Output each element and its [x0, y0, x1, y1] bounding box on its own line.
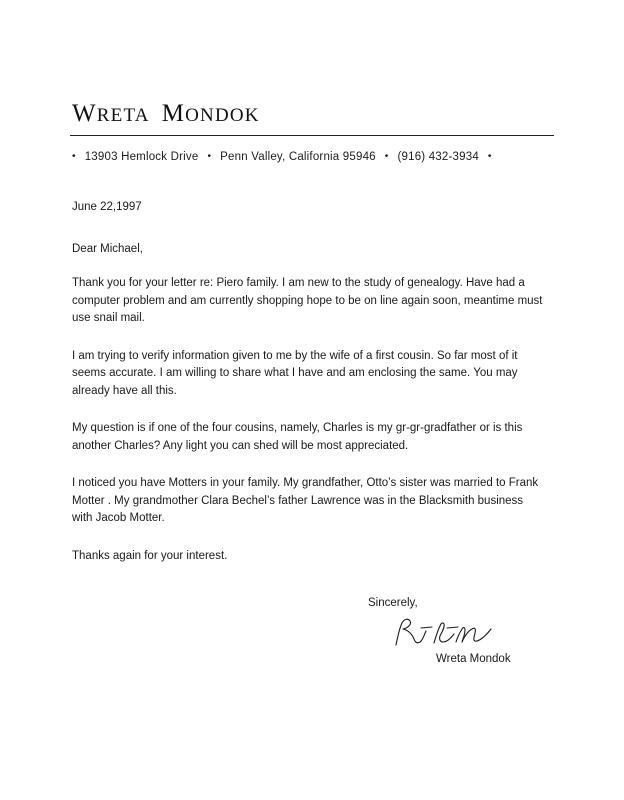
bullet-icon: •: [72, 151, 76, 162]
letterhead-divider: [70, 135, 554, 136]
bullet-icon: •: [487, 151, 492, 162]
letter-paragraph: I noticed you have Motters in your family. My grandfather, Otto’s sister was married to Frank Motter . My grandmother Clara Bechel’s father Lawrence was in the Blacksmith business with Jacob Motter.: [72, 477, 539, 524]
letter-closing: Sincerely,: [368, 597, 418, 609]
letter-salutation: Dear Michael,: [72, 243, 143, 255]
letter-closing-block: [70, 597, 554, 665]
letterhead-name: [70, 100, 554, 128]
bullet-icon: •: [207, 151, 212, 162]
letterhead-name-first-initial: W: [72, 100, 97, 127]
letter-paragraph: My question is if one of the four cousins, namely, Charles is my gr-gr-gradfather or is this another Charles? Any light you can shed will be most appreciated.: [72, 422, 523, 452]
contact-street: 13903 Hemlock Drive: [84, 151, 199, 163]
letter-paragraph: Thanks again for your interest.: [72, 549, 228, 562]
signature-image: [390, 615, 554, 651]
letterhead-name-last-rest: ONDOK: [185, 105, 260, 126]
letterhead-name-first-rest: RETA: [96, 105, 150, 126]
letter-paragraph: I am trying to verify information given to me by the wife of a first cousin. So far most of it seems accurate. I am willing to share what I have and am enclosing the same. You may already have all this.: [72, 349, 518, 397]
letter-date: June 22,1997: [72, 201, 142, 213]
contact-phone: (916) 432-3934: [397, 151, 479, 163]
letterhead-name-first: [72, 100, 150, 127]
signer-name: Wreta Mondok: [436, 653, 511, 665]
letterhead-name-last-initial: M: [161, 100, 186, 127]
letterhead-name-last: [162, 100, 260, 127]
contact-city-state-zip: Penn Valley, California 95946: [220, 151, 376, 163]
letter-paragraph: Thank you for your letter re: Piero family. I am new to the study of genealogy. Have had a computer problem and am currently shopping hope to be on line again soon, meantime must use snail mail.: [72, 277, 543, 324]
letterhead-contact: [70, 151, 554, 163]
bullet-icon: •: [384, 151, 389, 162]
letter-body: [70, 100, 554, 665]
